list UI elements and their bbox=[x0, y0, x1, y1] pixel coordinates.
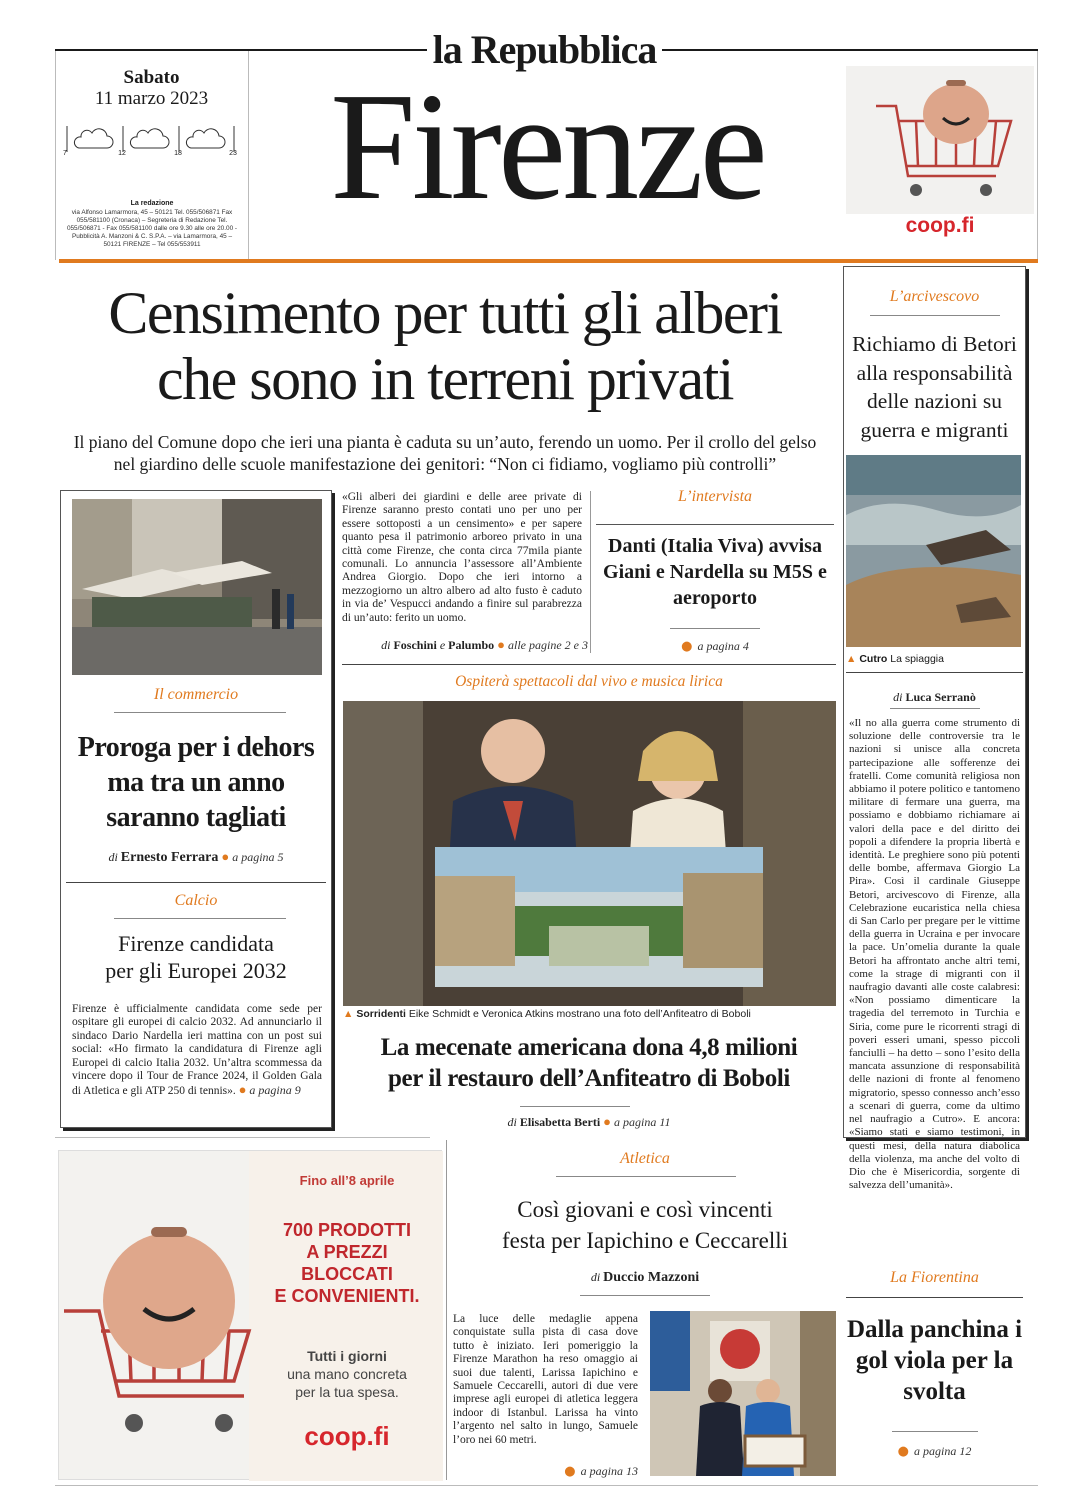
boboli-short-rule bbox=[520, 1106, 630, 1107]
calcio-headline[interactable] bbox=[66, 930, 326, 984]
atletica-body: La luce delle medaglie appena conquistate sulla pista di casa dove tutto è iniziato. Ieri pomeriggio la Firenze Marathon ha reso omaggio ai suoi due talenti, Larissa Iapichino e Samuele Ceccarelli, autori di due vere imprese agli europei di atletica leggera indoor di Istanbul. Larissa ha vinto l’argento nel salto in lungo, Samuele l’oro nei 60 metri. bbox=[453, 1313, 638, 1446]
weather-strip bbox=[62, 122, 242, 162]
cutro-caption bbox=[846, 653, 1023, 665]
dehors-photo bbox=[72, 499, 322, 675]
boboli-byline bbox=[342, 1114, 836, 1130]
lead-deck-line2: nel giardino delle scuole manifestazione dei genitori: “Non ci fidiamo, vogliamo più controlli” bbox=[113, 454, 777, 474]
byline-di: di bbox=[893, 690, 903, 704]
bullet-icon: ● bbox=[221, 849, 230, 864]
bottom-frame-rule bbox=[55, 1137, 430, 1138]
coop-ad-headline bbox=[255, 1219, 439, 1307]
intervista-headline[interactable]: Danti (Italia Viva) avvisa Giani e Nardella su M5S e aeroporto bbox=[603, 535, 827, 609]
fiorentina-headline[interactable]: Dalla panchina i gol viola per la svolta bbox=[846, 1316, 1023, 1405]
page-ref[interactable]: alle pagine 2 e 3 bbox=[508, 638, 588, 652]
bullet-icon: ● bbox=[497, 637, 506, 652]
brand-logo: la Repubblica bbox=[432, 27, 657, 72]
arcivescovo-kicker: L’arcivescovo bbox=[889, 288, 980, 305]
lead-headline bbox=[40, 280, 850, 412]
fiorentina-kicker: La Fiorentina bbox=[890, 1269, 979, 1286]
page-ref[interactable]: a pagina 9 bbox=[249, 1083, 301, 1098]
atletica-pageref bbox=[453, 1460, 638, 1479]
arcivescovo-kicker-rule bbox=[870, 315, 1000, 316]
center-horizontal-rule bbox=[342, 664, 836, 665]
bullet-icon: ● bbox=[564, 1464, 576, 1479]
dateblock-divider bbox=[248, 51, 249, 260]
boboli-headline[interactable] bbox=[342, 1032, 836, 1094]
commercio-headline[interactable]: Proroga per i dehors ma tra un anno saranno tagliati bbox=[77, 732, 315, 833]
lead-deck bbox=[52, 431, 838, 475]
coop-ad-line: BLOCCATI bbox=[301, 1264, 393, 1284]
caption-text: Eike Schmidt e Veronica Atkins mostrano una foto dell’Anfiteatro di Boboli bbox=[408, 1008, 751, 1020]
lead-headline-line2: che sono in terreni privati bbox=[157, 346, 733, 412]
caption-triangle-icon: ▲ bbox=[343, 1008, 354, 1020]
byline-di: di bbox=[381, 638, 391, 652]
calcio-kicker-rule bbox=[114, 918, 286, 919]
coop-ad-brand: coop.fi bbox=[304, 1421, 390, 1451]
athletes-image bbox=[650, 1311, 836, 1476]
byline-e: e bbox=[439, 638, 446, 652]
calcio-headline-line2: per gli Europei 2032 bbox=[105, 958, 287, 983]
byline-name: Duccio Mazzoni bbox=[603, 1270, 700, 1285]
caption-triangle-icon: ▲ bbox=[846, 653, 857, 665]
calcio-headline-line1: Firenze candidata bbox=[118, 931, 274, 956]
coop-ad-sub bbox=[255, 1347, 439, 1401]
coop-ad-date: Fino all’8 aprile bbox=[299, 1173, 395, 1188]
byline-name: Palumbo bbox=[448, 638, 495, 652]
atletica-short-rule bbox=[580, 1295, 710, 1296]
boboli-caption bbox=[343, 1008, 836, 1020]
intervista-pageref bbox=[596, 635, 834, 654]
date-full: 11 marzo 2023 bbox=[94, 88, 209, 109]
masthead-rule-right bbox=[662, 49, 1038, 51]
arcivescovo-headline[interactable]: Richiamo di Betori alla responsabilità delle nazioni su guerra e migranti bbox=[852, 332, 1017, 442]
weather-hour: 12 bbox=[118, 150, 126, 157]
arcivescovo-byline bbox=[846, 690, 1023, 705]
boboli-kicker: Ospiterà spettacoli dal vivo e musica lirica bbox=[455, 673, 723, 690]
coop-ad[interactable] bbox=[58, 1150, 442, 1480]
boboli-headline-line1: La mecenate americana dona 4,8 milioni bbox=[380, 1034, 798, 1061]
edition-title: Firenze bbox=[330, 62, 764, 232]
bullet-icon: ● bbox=[238, 1082, 247, 1098]
byline-di: di bbox=[507, 1115, 517, 1129]
commercio-byline bbox=[66, 849, 326, 866]
page-ref[interactable]: a pagina 13 bbox=[580, 1464, 638, 1478]
arcivescovo-body: «Il no alla guerra come strumento di soluzione delle controversie tra le nazioni si unisce alla concreta partecipazione alle sofferenze dei fratelli. Come comunità religiosa non abbiamo il potere politico e tantomeno militare di fermare una guerra, ma possiamo e dobbiamo richiamare ai valori della pace e del diritto dei popoli a difendere la propria libertà e identità. Le preghiere sono più potenti delle bombe, affermava Giorgio La Pira». Così il cardinale Giuseppe Betori, arcivescovo di Firenze, alla Celebrazione eucaristica nella chiesa di San Carlo per pregare per le vittime della guerra in Ucraina e per invocare la pace. Un’omelia durante la quale Betori ha affrontato anche altri temi, come la strage di migranti con il naufragio davanti alle coste calabresi: «Non possiamo dimenticare la tragedia del terremoto in Turchia e Siria, come pure le ricorrenti stragi di poveri esseri umani, spesso piccoli fanciulli – ha detto – sono l’esito della mancata assunzione di responsabilità delle nazioni di fronte al fenomeno migratorio, spesso connesso anch’esso a scenari di guerra, come da ultimo nel naufragio a Cutro». E ancora: «Siamo stati e siamo testimoni, in questi mesi, della natura diabolica della violenza, ma anche del volto di Dio che è Misericordia, sorgente di salvezza dell’umanità». bbox=[849, 717, 1020, 1192]
intervista-kicker: L’intervista bbox=[677, 488, 753, 505]
bullet-icon: ● bbox=[603, 1114, 612, 1129]
page-ref[interactable]: a pagina 4 bbox=[697, 639, 749, 653]
calcio-body bbox=[72, 1003, 322, 1099]
left-divider bbox=[66, 882, 326, 883]
cutro-beach-image bbox=[846, 455, 1021, 647]
arcivescovo-short-rule bbox=[890, 708, 980, 709]
weather-hour: 18 bbox=[174, 150, 182, 157]
atletica-photo bbox=[650, 1311, 836, 1476]
cutro-photo bbox=[846, 455, 1021, 647]
atletica-byline bbox=[452, 1270, 838, 1286]
lead-body: «Gli alberi dei giardini e delle aree private di Firenze saranno presto contati uno per uno per essere sottoposti a un censimento» e per sapere quanto pesa il patrimonio arboreo privato in una città come Firenze, che conta circa 77mila piante comunali. Lo annuncia l’assessore all’Ambiente Andrea Giorgio. Dopo che ieri intorno a mezzogiorno un altro albero ad alto fusto è caduto in via de’ Vespucci andando a finire sul parabrezza di un’auto: ferito un uomo. bbox=[342, 491, 582, 624]
atletica-headline[interactable] bbox=[452, 1194, 838, 1256]
byline-di: di bbox=[108, 850, 118, 864]
cart-piggybank-icon bbox=[59, 1191, 259, 1451]
fiorentina-rule bbox=[846, 1297, 1023, 1298]
weather-graphic bbox=[62, 122, 242, 162]
cart-piggybank-icon bbox=[846, 66, 1034, 214]
boboli-headline-line2: per il restauro dell’Anfiteatro di Boboli bbox=[388, 1065, 790, 1092]
commercio-kicker: Il commercio bbox=[153, 686, 239, 703]
bullet-icon: ● bbox=[681, 639, 693, 654]
masthead-rule-left bbox=[55, 49, 427, 51]
byline-name: Foschini bbox=[393, 638, 437, 652]
top-ad-image[interactable] bbox=[846, 66, 1034, 214]
bullet-icon: ● bbox=[897, 1444, 909, 1459]
atletica-headline-line1: Così giovani e così vincenti bbox=[517, 1197, 773, 1222]
date-day: Sabato bbox=[123, 67, 180, 88]
caption-label: Cutro bbox=[859, 653, 888, 665]
weather-hour: 23 bbox=[229, 150, 237, 157]
weather-hour: 7 bbox=[63, 150, 67, 157]
caption-label: Sorridenti bbox=[356, 1008, 406, 1020]
byline-name: Ernesto Ferrara bbox=[120, 850, 219, 865]
intervista-short-rule bbox=[670, 628, 760, 629]
center-divider bbox=[590, 491, 591, 653]
page-bottom-rule bbox=[55, 1485, 1038, 1486]
atletica-kicker: Atletica bbox=[620, 1150, 670, 1167]
dehors-image bbox=[72, 499, 322, 675]
page-ref[interactable]: a pagina 5 bbox=[232, 850, 284, 864]
coop-ad-line: 700 PRODOTTI bbox=[282, 1220, 412, 1240]
atletica-headline-line2: festa per Iapichino e Ceccarelli bbox=[501, 1228, 789, 1253]
page-ref[interactable]: a pagina 12 bbox=[914, 1444, 972, 1458]
bottom-divider bbox=[446, 1140, 447, 1480]
page-ref[interactable]: a pagina 11 bbox=[614, 1115, 671, 1129]
fiorentina-short-rule bbox=[892, 1431, 978, 1432]
lead-byline bbox=[342, 637, 588, 653]
atletica-kicker-rule bbox=[556, 1176, 736, 1177]
coop-ad-subline: per la tua spesa. bbox=[295, 1384, 399, 1400]
coop-ad-subline: una mano concreta bbox=[287, 1366, 407, 1382]
byline-name: Luca Serranò bbox=[905, 690, 976, 704]
coop-ad-subline: Tutti i giorni bbox=[307, 1348, 387, 1364]
boboli-image bbox=[343, 701, 836, 1006]
coop-ad-line: E CONVENIENTI. bbox=[274, 1286, 420, 1306]
top-ad-brand: coop.fi bbox=[905, 214, 975, 237]
boboli-photo bbox=[343, 701, 836, 1006]
orange-separator bbox=[59, 259, 1038, 263]
byline-di: di bbox=[590, 1270, 601, 1284]
intervista-rule bbox=[596, 524, 834, 525]
lead-deck-line1: Il piano del Comune dopo che ieri una pianta è caduta su un’auto, ferendo un uomo. Per il crollo del gelso bbox=[73, 432, 817, 452]
byline-name: Elisabetta Berti bbox=[519, 1115, 601, 1129]
calcio-body-text: Firenze è ufficialmente candidata come sede per ospitare gli europei di calcio 2032. Ad annunciarlo il sindaco Dario Nardella ieri mattina con un post sui social: «Ho firmato la candidatura di Firenze agli Europei di calcio Italia 2032. Un’altra scommessa da vincere dopo il Tour de France 2024, il Golden Gala di Atletica e gli ATP 250 di tennis». bbox=[72, 1003, 322, 1098]
redazione-text: via Alfonso Lamarmora, 45 – 50121 Tel. 055/506871 Fax 055/581100 (Cronaca) – Segreteria di Redazione Tel. 055/506871 - Fax 055/581100 dalle ore 9.30 alle ore 20.00 - Pubblicità A. Manzoni & C. S.P.A. – via Lamarmora, 45 – 50121 FIRENZE – Tel 055/553911 bbox=[66, 209, 238, 248]
calcio-kicker: Calcio bbox=[174, 892, 218, 909]
lead-headline-line1: Censimento per tutti gli alberi bbox=[108, 280, 782, 346]
coop-ad-line: A PREZZI bbox=[306, 1242, 388, 1262]
right-divider bbox=[846, 672, 1023, 673]
frame-right bbox=[1037, 51, 1038, 260]
caption-text: La spiaggia bbox=[890, 653, 944, 665]
commercio-kicker-rule bbox=[114, 712, 286, 713]
redazione-title: La redazione bbox=[130, 200, 174, 207]
fiorentina-pageref bbox=[846, 1440, 1023, 1459]
